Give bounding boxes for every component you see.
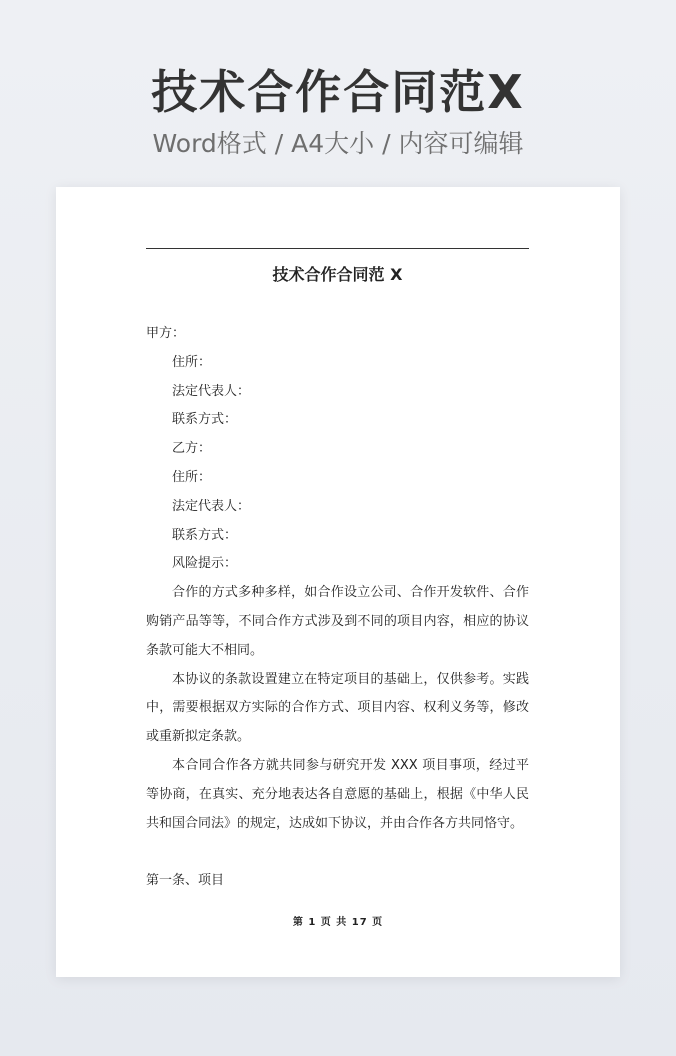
party-b-address: 住所： xyxy=(172,469,212,485)
paragraph: 本合同合作各方就共同参与研究开发 XXX 项目事项，经过平等协商，在真实、充分地表达各自意愿的基础上，根据《中华人民共和国合同法》的规定，达成如下协议，并由合作各方共同恪守。 xyxy=(146,757,529,831)
document-page xyxy=(56,187,620,977)
party-a-contact: 联系方式： xyxy=(172,412,238,428)
risk-notice-label: 风险提示： xyxy=(172,556,238,572)
spacer xyxy=(146,838,529,867)
header-title: 技术合作合同范X xyxy=(151,65,525,119)
page-footer: 第 1 页 共 17 页 xyxy=(292,917,384,928)
party-a-address: 住所： xyxy=(172,354,212,370)
party-a-label: 甲方： xyxy=(146,326,186,341)
document-body xyxy=(146,320,529,896)
page-header xyxy=(0,0,676,162)
party-b-contact: 联系方式： xyxy=(172,527,238,543)
section-heading: 第一条、项目 xyxy=(146,873,225,889)
header-subtitle: Word格式 / A4大小 / 内容可编辑 xyxy=(152,129,524,158)
party-b-representative: 法定代表人： xyxy=(172,498,251,514)
header-rule xyxy=(146,248,529,249)
party-a-representative: 法定代表人： xyxy=(172,383,251,399)
paragraph: 合作的方式多种多样，如合作设立公司、合作开发软件、合作购销产品等等，不同合作方式涉及到不同的项目内容，相应的协议条款可能大不相同。 xyxy=(146,585,529,658)
paragraph: 本协议的条款设置建立在特定项目的基础上，仅供参考。实践中，需要根据双方实际的合作方式、项目内容、权利义务等，修改或重新拟定条款。 xyxy=(146,671,529,745)
party-b-label: 乙方： xyxy=(172,441,212,457)
document-title: 技术合作合同范 X xyxy=(272,265,403,284)
